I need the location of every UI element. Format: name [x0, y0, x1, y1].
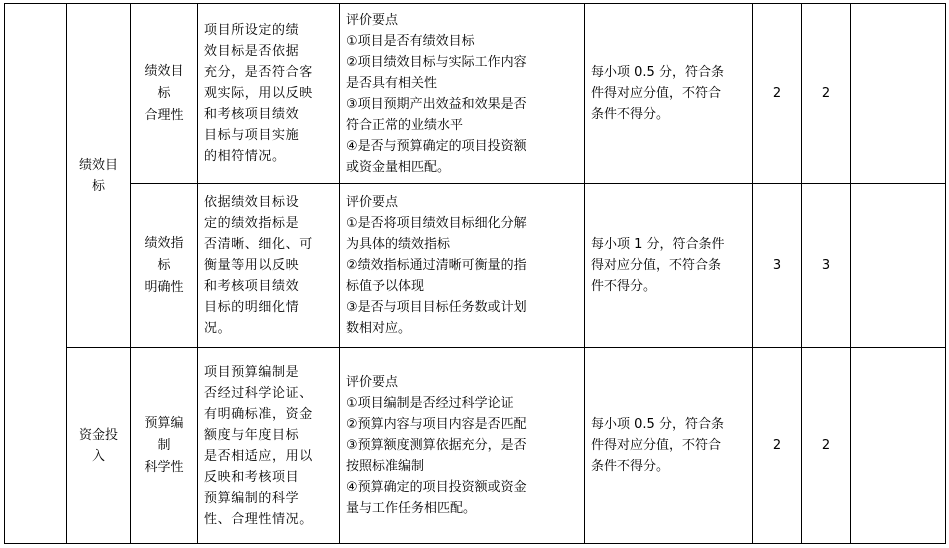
description-line: 项目所设定的绩: [204, 23, 300, 38]
description-cell: [198, 348, 340, 544]
blank-cell: [851, 4, 946, 184]
description-line: 的相符情况。: [204, 149, 286, 164]
blank-cell: [851, 348, 946, 544]
description-line: 预算编制的科学: [204, 490, 300, 506]
scoring-rule-line: 每小项 0.5 分，符合条: [591, 65, 724, 80]
description-line: 观实际，用以反映: [204, 86, 313, 101]
table-row: [5, 184, 946, 348]
evaluation-point-line: ①是否将项目绩效目标细化分解: [346, 216, 527, 231]
level2-line: 制: [157, 437, 171, 453]
description-line: 反映和考核项目: [204, 469, 300, 485]
evaluation-point-line: ③是否与项目目标任务数或计划: [346, 300, 527, 315]
description-line: 项目预算编制是: [204, 364, 300, 380]
evaluation-points-cell: [340, 184, 585, 348]
level2-line: 预算编: [144, 415, 184, 431]
description-line: 衡量等用以反映: [204, 258, 300, 273]
level1-line: 资金投: [78, 427, 118, 443]
description-cell: [198, 184, 340, 348]
scoring-rule-cell: [585, 4, 753, 184]
scoring-rule-cell: [585, 348, 753, 544]
level1-line: 入: [91, 448, 105, 464]
level2-line: 合理性: [144, 107, 184, 123]
level2-cell: [131, 4, 198, 184]
description-line: 是否相适应，用以: [204, 448, 313, 464]
level1-line: 标: [91, 178, 105, 194]
scoring-rule-line: 得对应分值，不符合条: [591, 258, 722, 273]
evaluation-points-cell: [340, 4, 585, 184]
scoring-rule-line: 件不得分。: [591, 279, 657, 294]
score-cell: 2: [802, 348, 851, 544]
description-line: 依据绩效目标设: [204, 195, 300, 210]
description-line: 充分，是否符合客: [204, 65, 313, 80]
level2-line: 明确性: [144, 279, 184, 295]
score-cell: 2: [753, 4, 802, 184]
evaluation-table: [4, 3, 946, 544]
evaluation-point-line: ④是否与预算确定的项目投资额: [346, 138, 527, 154]
score-cell: 3: [802, 184, 851, 348]
evaluation-points-header: 评价要点: [346, 375, 399, 390]
evaluation-point-line: 是否具有相关性: [346, 75, 438, 91]
evaluation-point-line: 符合正常的业绩水平: [346, 117, 464, 133]
evaluation-point-line: ④预算确定的项目投资额或资金: [346, 480, 527, 495]
evaluation-point-line: ③项目预期产出效益和效果是否: [346, 96, 527, 112]
description-line: 否经过科学论证、: [204, 385, 313, 401]
score-cell: 2: [802, 4, 851, 184]
level2-line: 科学性: [144, 459, 184, 475]
scoring-rule-cell: [585, 184, 753, 348]
blank-cell: [851, 184, 946, 348]
scoring-rule-line: 件得对应分值，不符合: [591, 86, 722, 101]
evaluation-point-line: ②项目绩效目标与实际工作内容: [346, 54, 527, 70]
level2-line: 标: [157, 85, 171, 101]
description-line: 有明确标准，资金: [204, 406, 313, 422]
level1-cell: [67, 4, 131, 348]
evaluation-point-line: 数相对应。: [346, 321, 412, 336]
level2-line: 绩效指: [144, 235, 184, 251]
scoring-rule-line: 条件不得分。: [591, 107, 670, 122]
scoring-rule-line: 件得对应分值，不符合: [591, 438, 722, 453]
description-line: 性、合理性情况。: [204, 511, 313, 527]
evaluation-point-line: 量与工作任务相匹配。: [346, 501, 477, 516]
table-row: [5, 348, 946, 544]
level2-line: 标: [157, 257, 171, 273]
level2-cell: [131, 184, 198, 348]
score-cell: 3: [753, 184, 802, 348]
level1-line: 绩效目: [78, 157, 118, 173]
scoring-rule-line: 每小项 1 分，符合条件: [591, 237, 725, 252]
description-line: 目标的明细化情: [204, 300, 300, 315]
evaluation-point-line: ②预算内容与项目内容是否匹配: [346, 417, 527, 432]
evaluation-point-line: 为具体的绩效指标: [346, 237, 451, 252]
scoring-rule-line: 每小项 0.5 分，符合条: [591, 417, 724, 432]
evaluation-points-header: 评价要点: [346, 12, 399, 28]
evaluation-point-line: ③预算额度测算依据充分，是否: [346, 438, 527, 453]
evaluation-point-line: 标值予以体现: [346, 279, 425, 294]
evaluation-point-line: ②绩效指标通过清晰可衡量的指: [346, 258, 527, 273]
description-cell: [198, 4, 340, 184]
score-cell: 2: [753, 348, 802, 544]
table-row: [5, 4, 946, 184]
description-line: 目标与项目实施: [204, 128, 300, 143]
description-line: 效目标是否依据: [204, 44, 300, 59]
description-line: 否清晰、细化、可: [204, 237, 313, 252]
evaluation-point-line: ①项目是否有绩效目标: [346, 33, 475, 49]
description-line: 额度与年度目标: [204, 427, 300, 443]
description-line: 和考核项目绩效: [204, 279, 300, 294]
level1-cell: [67, 348, 131, 544]
evaluation-point-line: ①项目编制是否经过科学论证: [346, 396, 514, 411]
evaluation-points-cell: [340, 348, 585, 544]
blank-left-cell: [5, 4, 67, 544]
scoring-rule-line: 条件不得分。: [591, 459, 670, 474]
evaluation-point-line: 或资金量相匹配。: [346, 159, 451, 175]
description-line: 定的绩效指标是: [204, 216, 300, 231]
level2-line: 绩效目: [144, 63, 184, 79]
evaluation-point-line: 按照标准编制: [346, 459, 425, 474]
level2-cell: [131, 348, 198, 544]
description-line: 况。: [204, 321, 232, 336]
description-line: 和考核项目绩效: [204, 107, 300, 122]
evaluation-points-header: 评价要点: [346, 195, 399, 210]
